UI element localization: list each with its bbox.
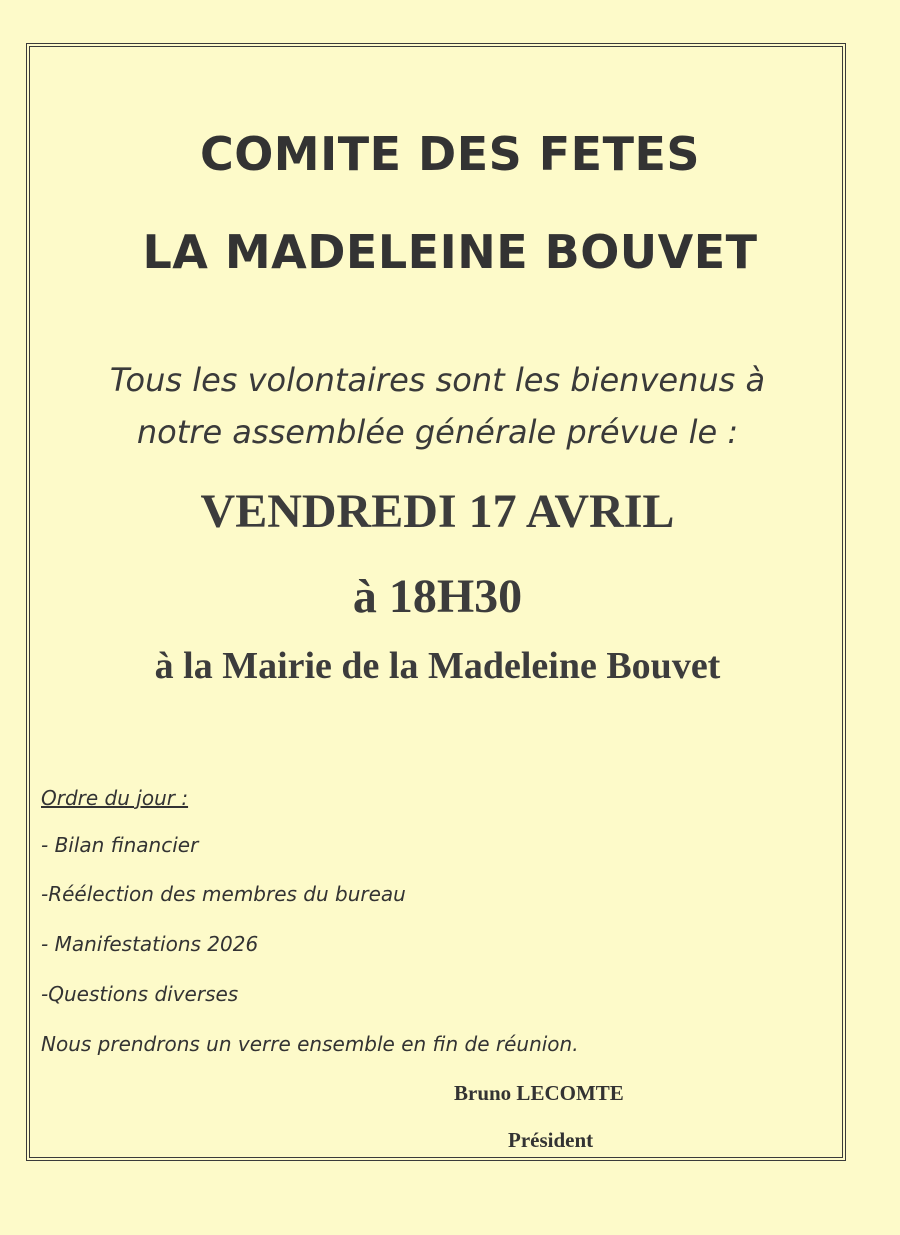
event-date: VENDREDI 17 AVRIL [200, 485, 675, 538]
event-time: à 18H30 [352, 570, 523, 623]
signature-name: Bruno LECOMTE [454, 1081, 624, 1105]
intro-line-1: Tous les volontaires sont les bienvenus à [109, 361, 766, 399]
intro-line-2: notre assemblée générale prévue le : [136, 413, 739, 451]
agenda-item: -Questions diverses [41, 982, 239, 1006]
agenda-heading: Ordre du jour : [41, 786, 189, 810]
agenda-closing-note: Nous prendrons un verre ensemble en fin de réunion. [41, 1032, 579, 1056]
event-place: à la Mairie de la Madeleine Bouvet [154, 645, 721, 687]
agenda-item: - Manifestations 2026 [41, 932, 259, 956]
title-line-1: COMITE DES FETES [199, 127, 701, 181]
agenda-item: -Réélection des membres du bureau [41, 882, 406, 906]
agenda-item: - Bilan financier [41, 833, 199, 857]
signature-role: Président [508, 1128, 594, 1152]
title-line-2: LA MADELEINE BOUVET [142, 225, 758, 279]
